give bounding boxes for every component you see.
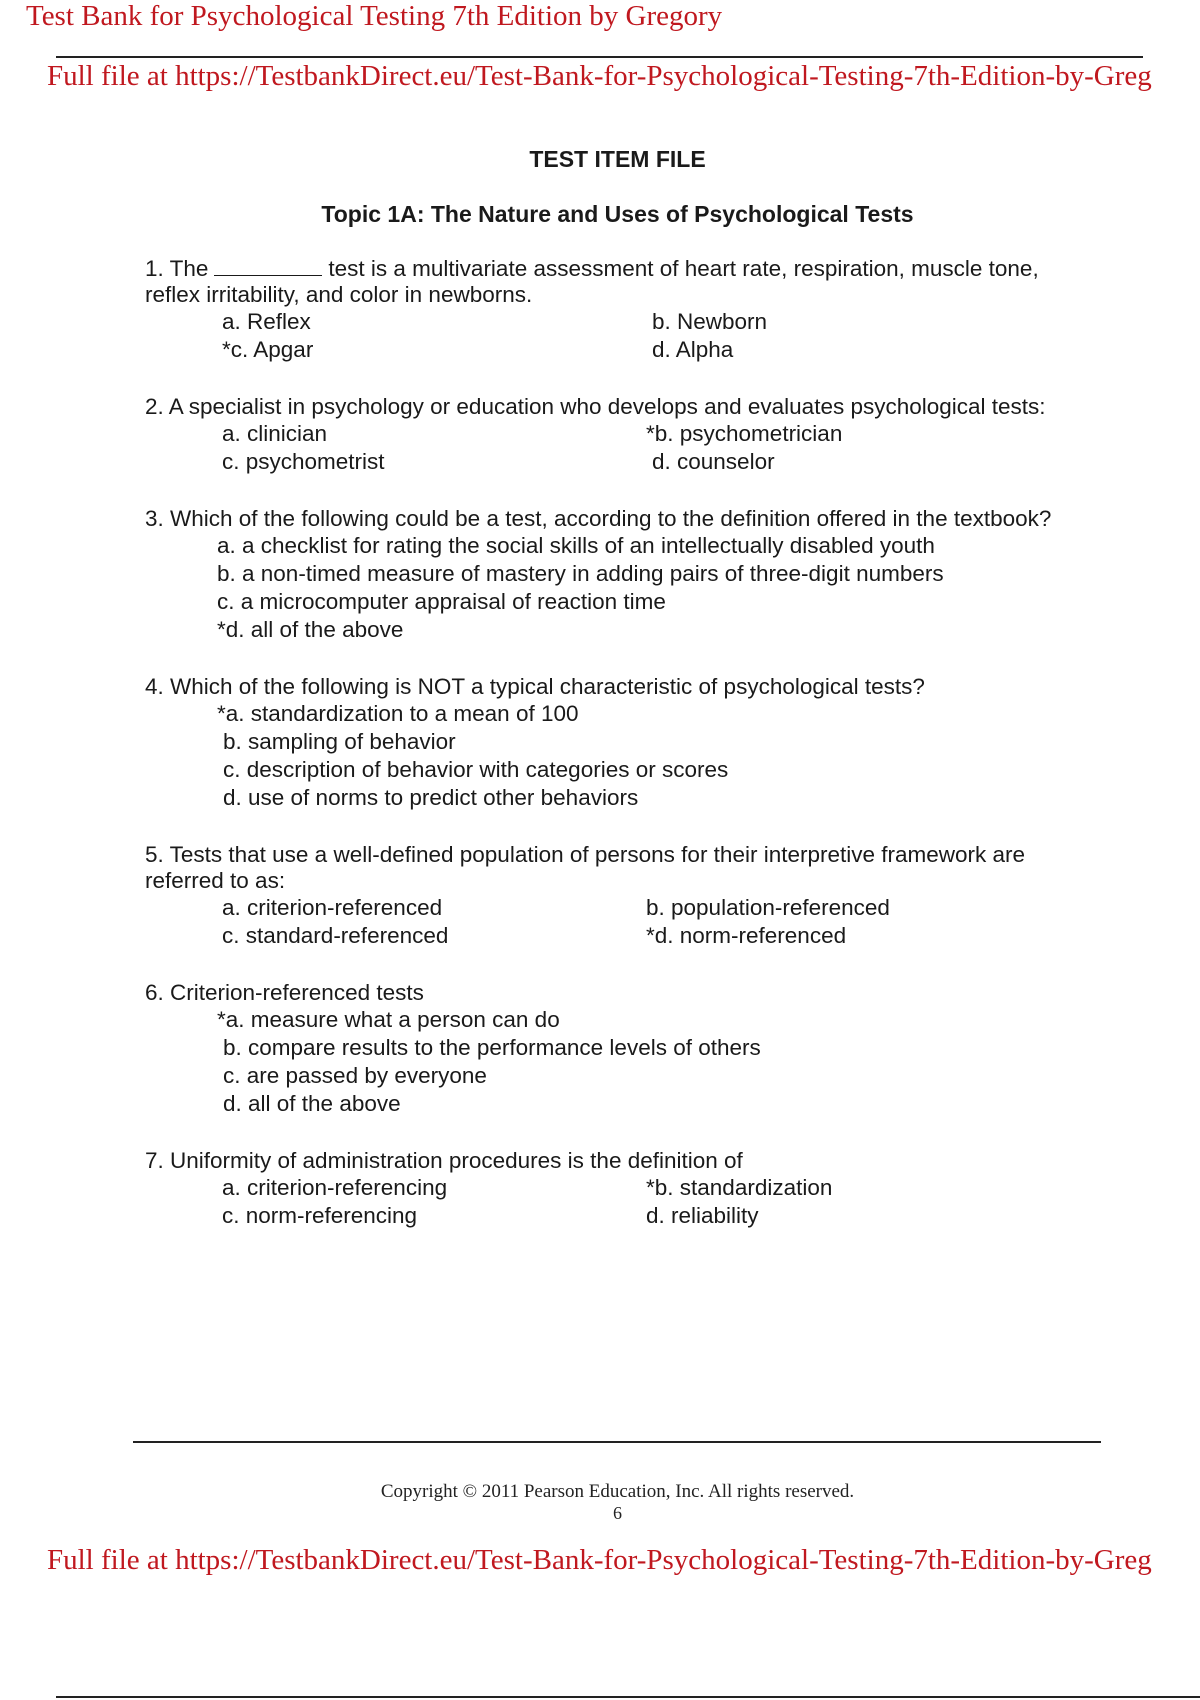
answer-option: b. sampling of behavior (223, 729, 456, 754)
answer-option: a. criterion-referencing (222, 1175, 448, 1200)
answer-options (222, 420, 1075, 476)
answer-option: a. a checklist for rating the social skills of an intellectually disabled youth (217, 533, 935, 558)
answer-option-correct: *a. measure what a person can do (217, 1007, 560, 1032)
answer-blank (214, 257, 322, 276)
answer-option: d. use of norms to predict other behaviors (223, 785, 639, 810)
answer-option: a. criterion-referenced (222, 895, 443, 920)
answer-option-correct: *d. all of the above (217, 617, 404, 642)
header-file-link[interactable]: Full file at https://TestbankDirect.eu/Test-Bank-for-Psychological-Testing-7th-Edition-by-Greg (47, 60, 1152, 92)
answer-option: c. norm-referencing (222, 1203, 418, 1228)
answer-option: d. counselor (652, 449, 775, 474)
answer-option: a. Reflex (222, 309, 311, 334)
header-title: Test Bank for Psychological Testing 7th Edition by Gregory (26, 0, 723, 32)
answer-option: d. Alpha (652, 337, 734, 362)
answer-option: b. population-referenced (646, 895, 890, 920)
document-title: TEST ITEM FILE (529, 146, 706, 172)
answer-option-correct: *d. norm-referenced (646, 923, 847, 948)
answer-option: c. are passed by everyone (223, 1063, 487, 1088)
answer-option-correct: *c. Apgar (222, 337, 314, 362)
answer-options (222, 308, 1075, 364)
question-stem: 4. Which of the following is NOT a typical characteristic of psychological tests? (145, 674, 925, 699)
answer-option: b. Newborn (652, 309, 768, 334)
footer-divider (133, 1441, 1101, 1443)
question-7 (145, 1148, 1075, 1230)
answer-options (217, 532, 1075, 644)
answer-option: d. reliability (646, 1203, 759, 1228)
question-6 (145, 980, 1075, 1118)
bottom-divider (56, 1696, 1200, 1698)
footer-file-link[interactable]: Full file at https://TestbankDirect.eu/Test-Bank-for-Psychological-Testing-7th-Edition-by-Greg (47, 1544, 1152, 1576)
answer-option: b. a non-timed measure of mastery in adding pairs of three-digit numbers (217, 561, 944, 586)
answer-option: c. psychometrist (222, 449, 385, 474)
answer-option: d. all of the above (223, 1091, 401, 1116)
copyright-notice: Copyright © 2011 Pearson Education, Inc. All rights reserved. (380, 1481, 855, 1502)
answer-options (217, 700, 1075, 812)
answer-options (217, 1006, 1075, 1118)
page-number: 6 (613, 1503, 622, 1523)
stem-end: test is a multivariate assessment of heart rate, respiration, muscle tone, reflex irritability, and color in newborns. (145, 256, 1039, 307)
question-4 (145, 674, 1075, 812)
answer-option-correct: *a. standardization to a mean of 100 (217, 701, 579, 726)
question-stem: 3. Which of the following could be a test, according to the definition offered in the textbook? (145, 506, 1052, 531)
answer-option: c. description of behavior with categories or scores (223, 757, 729, 782)
answer-option-correct: *b. standardization (646, 1175, 833, 1200)
answer-options (222, 894, 1075, 950)
answer-option-correct: *b. psychometrician (646, 421, 843, 446)
question-3 (145, 506, 1075, 644)
header-divider (56, 56, 1143, 58)
question-5 (145, 842, 1075, 950)
answer-option: c. standard-referenced (222, 923, 449, 948)
question-list (145, 256, 1075, 1230)
question-stem: 2. A specialist in psychology or education who develops and evaluates psychological tests: (145, 394, 1046, 419)
answer-option: b. compare results to the performance levels of others (223, 1035, 761, 1060)
answer-option: a. clinician (222, 421, 328, 446)
question-stem: 6. Criterion-referenced tests (145, 980, 424, 1005)
stem-start: 1. The (145, 256, 209, 281)
answer-option: c. a microcomputer appraisal of reaction time (217, 589, 666, 614)
question-2 (145, 394, 1075, 476)
question-stem: 7. Uniformity of administration procedures is the definition of (145, 1148, 743, 1173)
topic-heading: Topic 1A: The Nature and Uses of Psychological Tests (321, 201, 914, 227)
question-stem (145, 256, 1075, 308)
answer-options (222, 1174, 1075, 1230)
question-1 (145, 256, 1075, 364)
question-stem: 5. Tests that use a well-defined population of persons for their interpretive framework are referred to as: (145, 842, 1026, 893)
